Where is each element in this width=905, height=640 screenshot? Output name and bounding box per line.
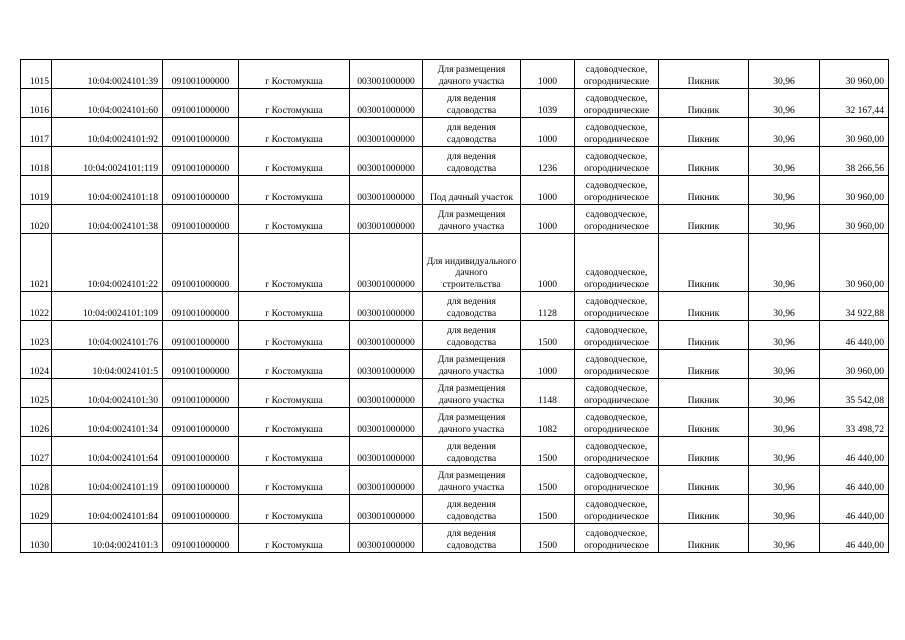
row-number-cell: 1030	[21, 524, 52, 553]
oktmo-code-cell: 003001000000	[350, 176, 423, 205]
cadastral-value-cell: 38 266,56	[820, 147, 889, 176]
permitted-use-cell: Для размещения дачного участка	[423, 350, 521, 379]
area-cell: 1500	[521, 495, 575, 524]
cadastral-rate-cell: 30,96	[749, 89, 820, 118]
city-cell: г Костомукша	[239, 292, 350, 321]
cadastral-number-cell: 10:04:0024101:5	[52, 350, 163, 379]
cadastral-number-cell: 10:04:0024101:38	[52, 205, 163, 234]
oktmo-code-cell: 003001000000	[350, 466, 423, 495]
area-cell: 1000	[521, 234, 575, 292]
row-number-cell: 1028	[21, 466, 52, 495]
permitted-use-cell: для ведения садоводства	[423, 147, 521, 176]
cadastral-value-cell: 33 498,72	[820, 408, 889, 437]
cadastral-value-cell: 30 960,00	[820, 176, 889, 205]
city-cell: г Костомукша	[239, 466, 350, 495]
table-row	[21, 437, 889, 466]
cadastral-rate-cell: 30,96	[749, 524, 820, 553]
cadastral-rate-cell: 30,96	[749, 379, 820, 408]
table-row	[21, 408, 889, 437]
cadastral-rate-cell: 30,96	[749, 60, 820, 89]
oktmo-code-cell: 003001000000	[350, 437, 423, 466]
oktmo-code-cell: 003001000000	[350, 408, 423, 437]
okato-code-cell: 091001000000	[163, 524, 239, 553]
cadastral-value-cell: 46 440,00	[820, 524, 889, 553]
row-number-cell: 1021	[21, 234, 52, 292]
area-cell: 1500	[521, 321, 575, 350]
area-cell: 1128	[521, 292, 575, 321]
land-category-cell: садоводческое, огородническое	[575, 379, 659, 408]
association-name-cell: Пикник	[659, 495, 749, 524]
row-number-cell: 1022	[21, 292, 52, 321]
oktmo-code-cell: 003001000000	[350, 60, 423, 89]
cadastral-value-cell: 46 440,00	[820, 437, 889, 466]
city-cell: г Костомукша	[239, 350, 350, 379]
table-row	[21, 176, 889, 205]
cadastral-value-cell: 30 960,00	[820, 118, 889, 147]
table-row	[21, 147, 889, 176]
cadastral-rate-cell: 30,96	[749, 408, 820, 437]
association-name-cell: Пикник	[659, 379, 749, 408]
association-name-cell: Пикник	[659, 176, 749, 205]
oktmo-code-cell: 003001000000	[350, 495, 423, 524]
okato-code-cell: 091001000000	[163, 466, 239, 495]
cadastral-number-cell: 10:04:0024101:19	[52, 466, 163, 495]
city-cell: г Костомукша	[239, 118, 350, 147]
land-category-cell: садоводческое, огородническое	[575, 524, 659, 553]
table-row	[21, 379, 889, 408]
okato-code-cell: 091001000000	[163, 234, 239, 292]
oktmo-code-cell: 003001000000	[350, 379, 423, 408]
okato-code-cell: 091001000000	[163, 89, 239, 118]
city-cell: г Костомукша	[239, 379, 350, 408]
row-number-cell: 1024	[21, 350, 52, 379]
table-row	[21, 89, 889, 118]
cadastral-rate-cell: 30,96	[749, 118, 820, 147]
cadastral-rate-cell: 30,96	[749, 437, 820, 466]
table-row	[21, 495, 889, 524]
association-name-cell: Пикник	[659, 466, 749, 495]
table-row	[21, 466, 889, 495]
area-cell: 1000	[521, 176, 575, 205]
okato-code-cell: 091001000000	[163, 205, 239, 234]
table-row	[21, 118, 889, 147]
row-number-cell: 1023	[21, 321, 52, 350]
association-name-cell: Пикник	[659, 292, 749, 321]
cadastral-number-cell: 10:04:0024101:109	[52, 292, 163, 321]
association-name-cell: Пикник	[659, 234, 749, 292]
table-row	[21, 321, 889, 350]
permitted-use-cell: для ведения садоводства	[423, 89, 521, 118]
cadastral-number-cell: 10:04:0024101:92	[52, 118, 163, 147]
cadastral-value-cell: 46 440,00	[820, 466, 889, 495]
row-number-cell: 1016	[21, 89, 52, 118]
land-category-cell: садоводческое, огороднические	[575, 60, 659, 89]
area-cell: 1039	[521, 89, 575, 118]
okato-code-cell: 091001000000	[163, 292, 239, 321]
cadastral-number-cell: 10:04:0024101:84	[52, 495, 163, 524]
city-cell: г Костомукша	[239, 321, 350, 350]
association-name-cell: Пикник	[659, 321, 749, 350]
land-category-cell: садоводческое, огородническое	[575, 437, 659, 466]
cadastral-number-cell: 10:04:0024101:34	[52, 408, 163, 437]
association-name-cell: Пикник	[659, 205, 749, 234]
association-name-cell: Пикник	[659, 408, 749, 437]
area-cell: 1500	[521, 524, 575, 553]
area-cell: 1082	[521, 408, 575, 437]
area-cell: 1000	[521, 118, 575, 147]
cadastral-rate-cell: 30,96	[749, 147, 820, 176]
table-row	[21, 524, 889, 553]
association-name-cell: Пикник	[659, 89, 749, 118]
permitted-use-cell: для ведения садоводства	[423, 495, 521, 524]
oktmo-code-cell: 003001000000	[350, 350, 423, 379]
permitted-use-cell: Для размещения дачного участка	[423, 60, 521, 89]
cadastral-number-cell: 10:04:0024101:30	[52, 379, 163, 408]
area-cell: 1148	[521, 379, 575, 408]
cadastral-number-cell: 10:04:0024101:18	[52, 176, 163, 205]
okato-code-cell: 091001000000	[163, 176, 239, 205]
table-row	[21, 205, 889, 234]
area-cell: 1236	[521, 147, 575, 176]
table-row	[21, 234, 889, 292]
okato-code-cell: 091001000000	[163, 350, 239, 379]
land-category-cell: садоводческое, огородническое	[575, 408, 659, 437]
permitted-use-cell: для ведения садоводства	[423, 437, 521, 466]
cadastral-value-cell: 46 440,00	[820, 321, 889, 350]
city-cell: г Костомукша	[239, 437, 350, 466]
city-cell: г Костомукша	[239, 89, 350, 118]
land-category-cell: садоводческое, огородническое	[575, 495, 659, 524]
okato-code-cell: 091001000000	[163, 118, 239, 147]
okato-code-cell: 091001000000	[163, 379, 239, 408]
land-category-cell: садоводческое, огородническое	[575, 147, 659, 176]
oktmo-code-cell: 003001000000	[350, 205, 423, 234]
city-cell: г Костомукша	[239, 495, 350, 524]
oktmo-code-cell: 003001000000	[350, 147, 423, 176]
row-number-cell: 1026	[21, 408, 52, 437]
land-registry-table	[20, 59, 889, 553]
row-number-cell: 1025	[21, 379, 52, 408]
land-category-cell: садоводческое, огородническое	[575, 234, 659, 292]
cadastral-value-cell: 30 960,00	[820, 350, 889, 379]
cadastral-number-cell: 10:04:0024101:60	[52, 89, 163, 118]
cadastral-rate-cell: 30,96	[749, 466, 820, 495]
cadastral-number-cell: 10:04:0024101:76	[52, 321, 163, 350]
cadastral-number-cell: 10:04:0024101:119	[52, 147, 163, 176]
oktmo-code-cell: 003001000000	[350, 292, 423, 321]
association-name-cell: Пикник	[659, 437, 749, 466]
area-cell: 1500	[521, 466, 575, 495]
permitted-use-cell: Под дачный участок	[423, 176, 521, 205]
okato-code-cell: 091001000000	[163, 321, 239, 350]
cadastral-value-cell: 32 167,44	[820, 89, 889, 118]
row-number-cell: 1017	[21, 118, 52, 147]
permitted-use-cell: Для размещения дачного участка	[423, 408, 521, 437]
row-number-cell: 1027	[21, 437, 52, 466]
cadastral-rate-cell: 30,96	[749, 292, 820, 321]
table-row	[21, 292, 889, 321]
cadastral-rate-cell: 30,96	[749, 176, 820, 205]
okato-code-cell: 091001000000	[163, 437, 239, 466]
permitted-use-cell: для ведения садоводства	[423, 292, 521, 321]
cadastral-rate-cell: 30,96	[749, 205, 820, 234]
okato-code-cell: 091001000000	[163, 147, 239, 176]
cadastral-value-cell: 34 922,88	[820, 292, 889, 321]
table-row	[21, 350, 889, 379]
row-number-cell: 1015	[21, 60, 52, 89]
area-cell: 1000	[521, 350, 575, 379]
oktmo-code-cell: 003001000000	[350, 89, 423, 118]
city-cell: г Костомукша	[239, 408, 350, 437]
land-category-cell: садоводческое, огородническое	[575, 176, 659, 205]
city-cell: г Костомукша	[239, 147, 350, 176]
okato-code-cell: 091001000000	[163, 495, 239, 524]
cadastral-value-cell: 35 542,08	[820, 379, 889, 408]
city-cell: г Костомукша	[239, 176, 350, 205]
area-cell: 1500	[521, 437, 575, 466]
permitted-use-cell: Для размещения дачного участка	[423, 205, 521, 234]
cadastral-number-cell: 10:04:0024101:3	[52, 524, 163, 553]
table-row	[21, 60, 889, 89]
land-category-cell: садоводческое, огородническое	[575, 292, 659, 321]
table-body	[21, 60, 889, 553]
cadastral-number-cell: 10:04:0024101:39	[52, 60, 163, 89]
oktmo-code-cell: 003001000000	[350, 234, 423, 292]
permitted-use-cell: Для размещения дачного участка	[423, 466, 521, 495]
area-cell: 1000	[521, 205, 575, 234]
association-name-cell: Пикник	[659, 147, 749, 176]
area-cell: 1000	[521, 60, 575, 89]
oktmo-code-cell: 003001000000	[350, 321, 423, 350]
permitted-use-cell: для ведения садоводства	[423, 321, 521, 350]
cadastral-value-cell: 30 960,00	[820, 234, 889, 292]
land-category-cell: садоводческое, огородническое	[575, 118, 659, 147]
cadastral-value-cell: 30 960,00	[820, 60, 889, 89]
association-name-cell: Пикник	[659, 350, 749, 379]
land-category-cell: садоводческое, огородническое	[575, 466, 659, 495]
association-name-cell: Пикник	[659, 524, 749, 553]
association-name-cell: Пикник	[659, 60, 749, 89]
permitted-use-cell: Для размещения дачного участка	[423, 379, 521, 408]
cadastral-rate-cell: 30,96	[749, 234, 820, 292]
cadastral-number-cell: 10:04:0024101:22	[52, 234, 163, 292]
cadastral-rate-cell: 30,96	[749, 321, 820, 350]
permitted-use-cell: для ведения садоводства	[423, 118, 521, 147]
land-category-cell: садоводческое, огороднические	[575, 89, 659, 118]
city-cell: г Костомукша	[239, 205, 350, 234]
cadastral-rate-cell: 30,96	[749, 495, 820, 524]
cadastral-value-cell: 30 960,00	[820, 205, 889, 234]
land-category-cell: садоводческое, огородническое	[575, 350, 659, 379]
cadastral-number-cell: 10:04:0024101:64	[52, 437, 163, 466]
permitted-use-cell: для ведения садоводства	[423, 524, 521, 553]
okato-code-cell: 091001000000	[163, 408, 239, 437]
association-name-cell: Пикник	[659, 118, 749, 147]
okato-code-cell: 091001000000	[163, 60, 239, 89]
row-number-cell: 1018	[21, 147, 52, 176]
row-number-cell: 1020	[21, 205, 52, 234]
cadastral-value-cell: 46 440,00	[820, 495, 889, 524]
land-category-cell: садоводческое, огородническое	[575, 205, 659, 234]
oktmo-code-cell: 003001000000	[350, 118, 423, 147]
land-category-cell: садоводческое, огородническое	[575, 321, 659, 350]
city-cell: г Костомукша	[239, 234, 350, 292]
city-cell: г Костомукша	[239, 524, 350, 553]
oktmo-code-cell: 003001000000	[350, 524, 423, 553]
row-number-cell: 1029	[21, 495, 52, 524]
row-number-cell: 1019	[21, 176, 52, 205]
city-cell: г Костомукша	[239, 60, 350, 89]
cadastral-rate-cell: 30,96	[749, 350, 820, 379]
permitted-use-cell: Для индивидуального дачного строительства	[423, 234, 521, 292]
